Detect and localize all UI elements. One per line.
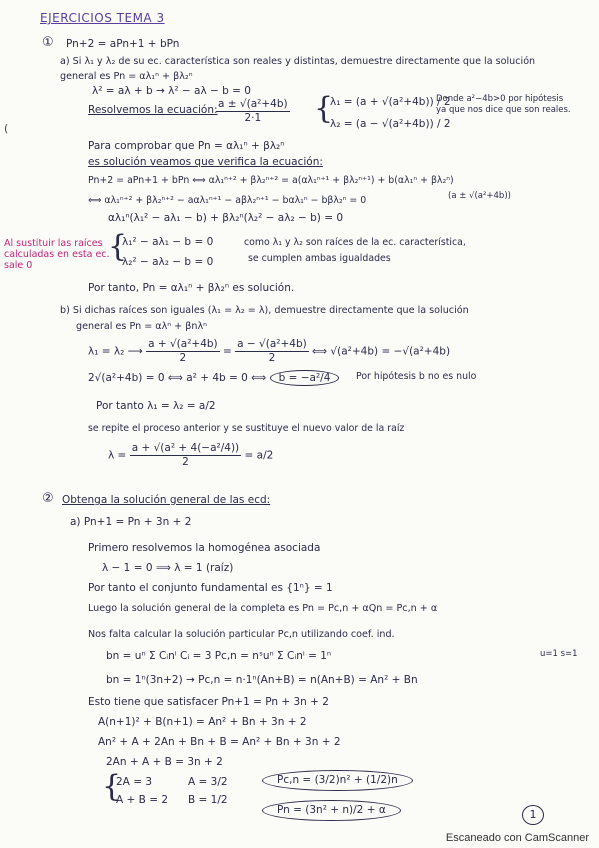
homogeneous-line: Primero resolvemos la homogénea asociada <box>88 542 321 554</box>
verify-line-1: Para comprobar que Pn = αλ₁ⁿ + βλ₂ⁿ <box>88 140 285 152</box>
roots-fraction <box>216 98 290 125</box>
system-brace-1: { <box>108 229 128 264</box>
roots-fraction-numerator: a ± √(a²+4b) <box>218 98 288 110</box>
system-eq-1: λ₁² − aλ₁ − b = 0 <box>122 236 214 248</box>
substitution-line-3: 2An + A + B = 3n + 2 <box>106 756 223 768</box>
discriminant-zero-text: 2√(a²+4b) = 0 ⟺ a² + 4b = 0 ⟺ <box>88 372 267 384</box>
system-note-1: como λ₁ y λ₂ son raíces de la ec. característica, <box>244 237 466 248</box>
expansion-eq-2: ⟺ αλ₁ⁿ⁺² + βλ₂ⁿ⁺² − aαλ₁ⁿ⁺¹ − aβλ₂ⁿ⁺¹ − bαλ₁ⁿ − bβλ₂ⁿ = 0 <box>88 195 367 206</box>
coef-solution-a: A = 3/2 <box>188 776 228 788</box>
exercise-1-marker: ① <box>42 35 54 50</box>
verify-line-2: es solución veamos que verifica la ecuación: <box>88 156 323 168</box>
substitution-line-1: A(n+1)² + B(n+1) = An² + Bn + 3n + 2 <box>98 716 307 728</box>
equal-roots-equation: λ₁ = λ₂ ⟶ $\frac{\text{a + √(a²+4b)}}{2}$ = $\frac{\text{a − √(a²+4b)}}{2}$ ⟺ √(a²+4b) = −√(a²+4b) <box>88 338 451 364</box>
general-solution-line: Luego la solución general de la completa es Pn = Pc,n + αQn = Pc,n + α <box>88 603 438 614</box>
roots-brace: { <box>314 91 334 126</box>
exercise-1-recurrence: Pn+2 = aPn+1 + bPn <box>66 38 180 50</box>
lambda-1: λ₁ = (a + √(a²+4b)) / 2 <box>330 96 451 108</box>
satisfy-line: Esto tiene que satisfacer Pn+1 = Pn + 3n + 2 <box>88 696 329 708</box>
exercise-2-part-a: a) Pn+1 = Pn + 3n + 2 <box>70 516 192 528</box>
equal-roots-right-denominator: 2 <box>268 352 276 364</box>
scanner-footer: Escaneado con CamScanner <box>445 832 589 844</box>
particular-solution-line: Nos falta calcular la solución particular Pc,n utilizando coef. ind. <box>88 629 395 640</box>
coefficient-side-note: u=1 s=1 <box>540 649 578 659</box>
equal-roots-left-denominator: 2 <box>179 352 187 364</box>
fundamental-set-line: Por tanto el conjunto fundamental es {1ⁿ} = 1 <box>88 582 333 594</box>
repeat-process-note: se repite el proceso anterior y se sustituye el nuevo valor de la raíz <box>88 423 405 434</box>
equal-roots-prefix: λ₁ = λ₂ ⟶ <box>88 345 143 358</box>
factored-eq: αλ₁ⁿ(λ₁² − aλ₁ − b) + βλ₂ⁿ(λ₂² − aλ₂ − b) = 0 <box>108 212 344 224</box>
coefficient-form-line: bn = uⁿ Σ Cᵢnⁱ Cᵢ = 3 Pc,n = nˢuⁿ Σ Cᵢnⁱ = 1ⁿ <box>106 650 332 662</box>
page-title: EJERCICIOS TEMA 3 <box>40 11 165 25</box>
char-root-line: λ − 1 = 0 ⟹ λ = 1 (raíz) <box>102 562 234 574</box>
exercise-1-part-b-line-2: general es Pn = αλⁿ + βnλⁿ <box>76 321 207 332</box>
exercise-2-heading: Obtenga la solución general de las ecd: <box>62 494 271 506</box>
lambda-half: Por tanto λ₁ = λ₂ = a/2 <box>96 400 216 412</box>
general-solution-box: Pn = (3n² + n)/2 + α <box>262 800 401 821</box>
particular-form-line: bn = 1ⁿ(3n+2) → Pc,n = n·1ⁿ(An+B) = n(An+B) = An² + Bn <box>106 674 418 686</box>
lambda-substitution-denominator: 2 <box>182 456 189 468</box>
lambda-substitution-prefix: λ = <box>108 449 127 462</box>
equal-roots-suffix: ⟺ √(a²+4b) = −√(a²+4b) <box>312 345 451 358</box>
hypothesis-note: Donde a²−4b>0 por hipótesis ya que nos dice que son reales. <box>436 94 571 115</box>
equal-roots-left-numerator: a + √(a²+4b) <box>148 338 218 350</box>
b-value-box: b = −a²/4 <box>270 370 340 386</box>
lambda-2: λ₂ = (a − √(a²+4b)) / 2 <box>330 118 451 130</box>
system-eq-2: λ₂² − aλ₂ − b = 0 <box>122 256 214 268</box>
coef-system-2: A + B = 2 <box>116 794 169 806</box>
expansion-eq-2-note: (a ± √(a²+4b)) <box>448 191 511 201</box>
characteristic-equation: λ² = aλ + b → λ² − aλ − b = 0 <box>92 85 251 97</box>
equal-roots-right-numerator: a − √(a²+4b) <box>237 338 307 350</box>
roots-fraction-denominator: 2·1 <box>244 112 262 124</box>
discriminant-zero <box>88 372 339 385</box>
page-number: 1 <box>522 805 544 825</box>
b-nonzero-note: Por hipótesis b no es nulo <box>356 371 477 382</box>
system-note-2: se cumplen ambas igualdades <box>248 253 391 264</box>
coef-solution-b: B = 1/2 <box>188 794 228 806</box>
particular-solution-box: Pc,n = (3/2)n² + (1/2)n <box>262 770 413 791</box>
lambda-substitution-numerator: a + √(a² + 4(−a²/4)) <box>131 442 240 454</box>
lambda-substitution <box>108 442 273 469</box>
margin-mark: ( <box>4 122 9 135</box>
coef-system-brace: { <box>102 769 122 804</box>
resolvemos-label: Resolvemos la ecuación: <box>88 104 218 116</box>
exercise-1-part-a: a) Si λ₁ y λ₂ de su ec. característica son reales y distintas, demuestre directamente que la solución general es Pn = αλ₁ⁿ + βλ₂ⁿ <box>60 56 536 82</box>
expansion-eq-1: Pn+2 = aPn+1 + bPn ⟺ αλ₁ⁿ⁺² + βλ₂ⁿ⁺² = a(αλ₁ⁿ⁺¹ + βλ₂ⁿ⁺¹) + b(αλ₁ⁿ + βλ₂ⁿ) <box>88 175 454 186</box>
substitution-line-2: An² + A + 2An + Bn + B = An² + Bn + 3n + 2 <box>98 736 341 748</box>
exercise-2-marker: ② <box>42 491 54 506</box>
substitution-note: Al sustituir las raíces calculadas en esta ec. sale 0 <box>4 238 110 271</box>
lambda-substitution-result: = a/2 <box>244 449 274 462</box>
exercise-1-part-b-line-1: b) Si dichas raíces son iguales (λ₁ = λ₂ = λ), demuestre directamente que la solución <box>60 305 469 316</box>
coef-system-1: 2A = 3 <box>116 776 153 788</box>
conclusion-a: Por tanto, Pn = αλ₁ⁿ + βλ₂ⁿ es solución. <box>88 282 295 294</box>
